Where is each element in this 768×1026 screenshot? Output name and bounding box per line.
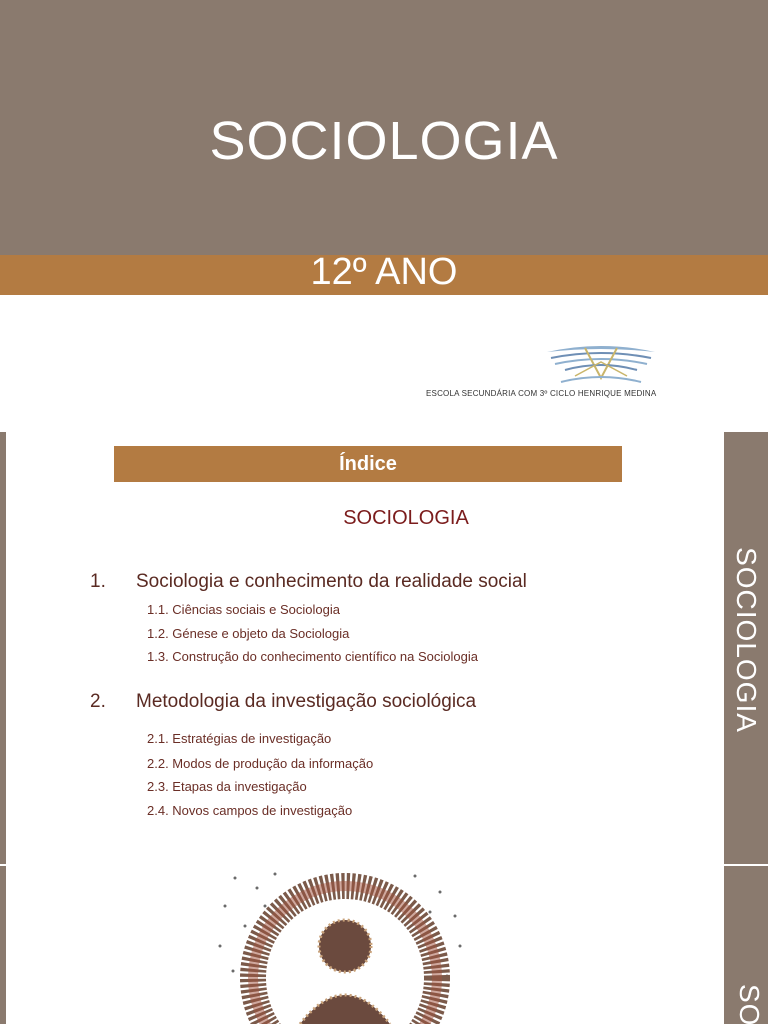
toc-item: 2.1. Estratégias de investigação [147, 731, 332, 746]
toc-item: 2.2. Modos de produção da informação [147, 756, 374, 771]
toc-section-number: 1. [90, 571, 106, 592]
toc-section-2 [90, 691, 476, 713]
toc-item: 2.4. Novos campos de investigação [147, 803, 353, 818]
crowd-person-image [205, 866, 480, 1024]
school-name: ESCOLA SECUNDÁRIA COM 3º CICLO HENRIQUE MEDINA [426, 389, 657, 398]
cover-subtitle: 12º ANO [310, 251, 458, 293]
toc-heading: SOCIOLOGIA [343, 507, 469, 529]
side-label: SOCIOLOGIA [731, 547, 762, 733]
index-title: Índice [114, 446, 622, 482]
toc-section-1 [90, 571, 527, 593]
slide-left-edge [0, 432, 6, 864]
school-logo [545, 342, 657, 388]
toc-item: 1.2. Génese e objeto da Sociologia [147, 626, 350, 641]
toc-item: 2.3. Etapas da investigação [147, 779, 307, 794]
toc-item: 1.1. Ciências sociais e Sociologia [147, 602, 340, 617]
toc-section-title: Metodologia da investigação sociológica [136, 691, 477, 712]
toc-item: 1.3. Construção do conhecimento científico na Sociologia [147, 649, 478, 664]
side-label: SO [734, 984, 765, 1026]
toc-section-number: 2. [90, 691, 106, 712]
toc-section-title: Sociologia e conhecimento da realidade social [136, 571, 527, 592]
slide-left-edge [0, 866, 6, 1024]
cover-title: SOCIOLOGIA [209, 111, 559, 171]
